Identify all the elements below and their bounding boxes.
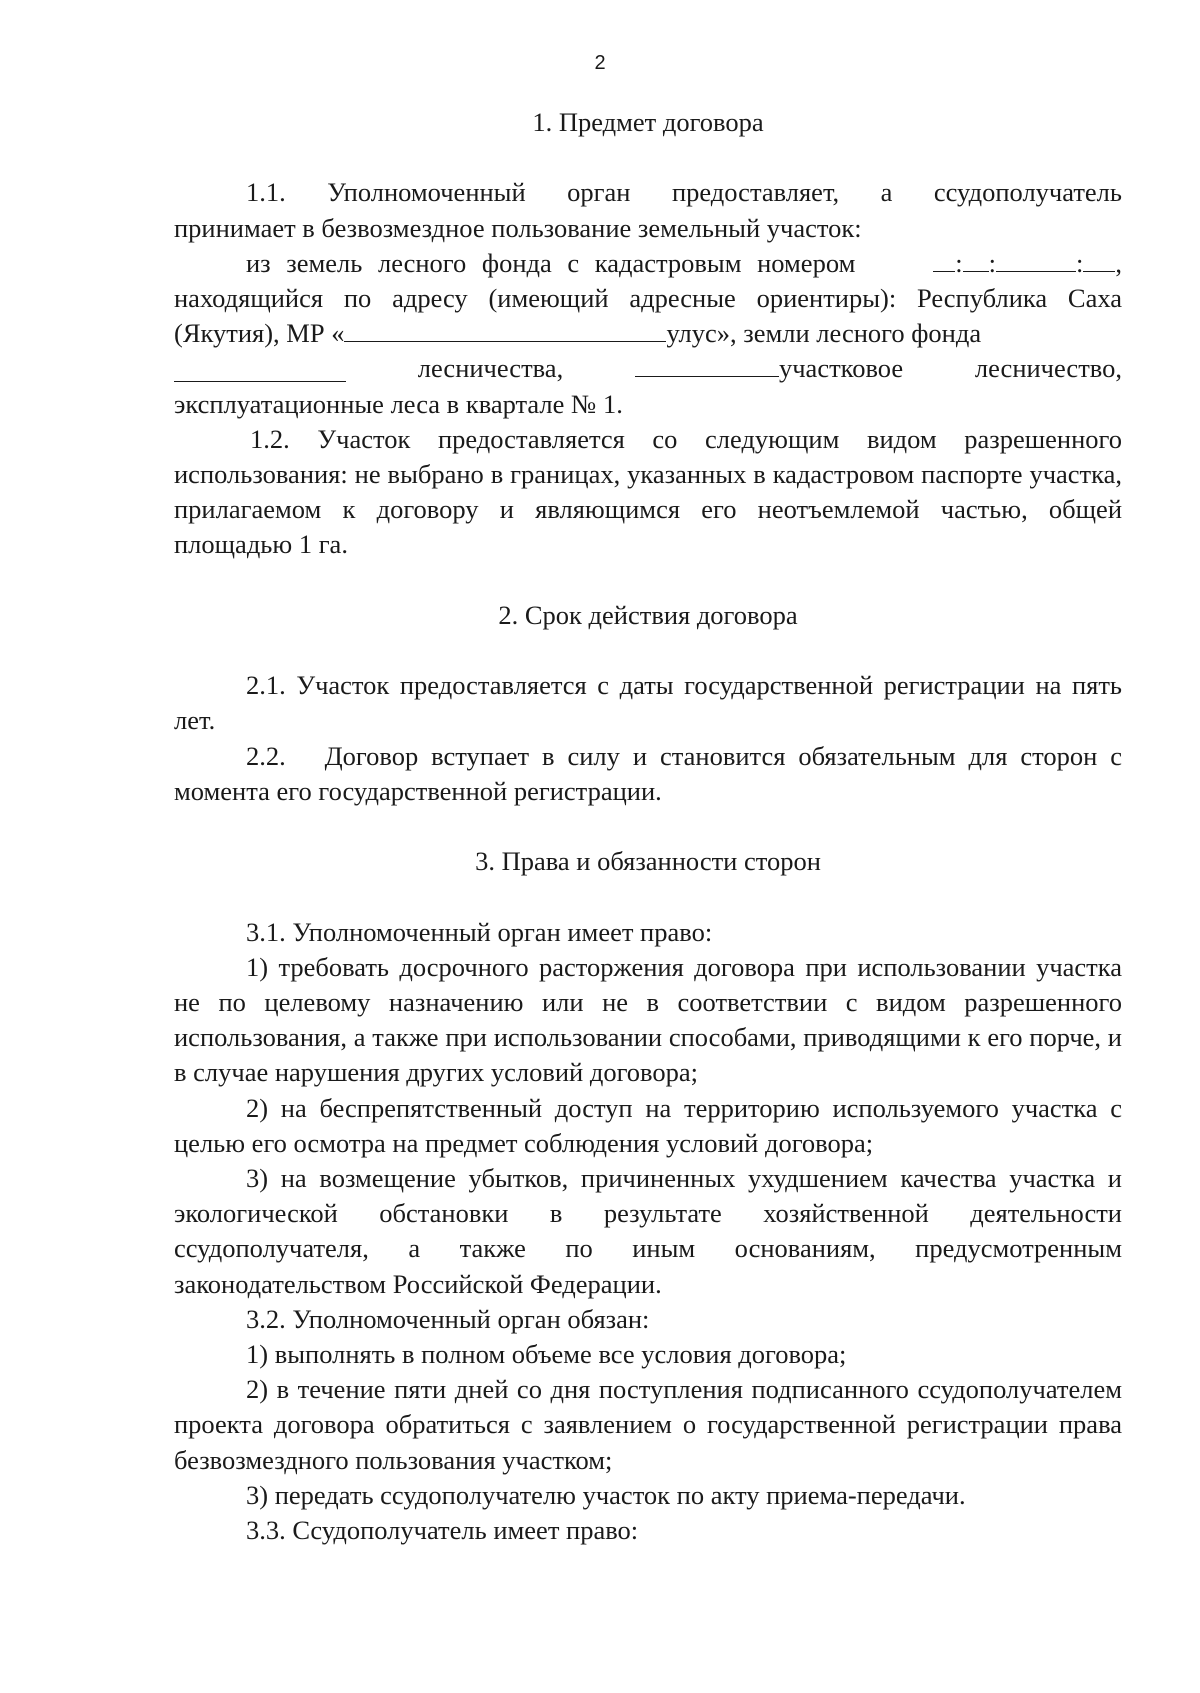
clause-3-2-3: 3) передать ссудополучателю участок по акту приема-передачи.	[246, 1479, 966, 1510]
section-title-2: 2. Срок действия договора	[498, 599, 798, 630]
cadastral-line	[174, 246, 1122, 281]
forestry-blank	[174, 357, 346, 382]
clause-1-1-line1: 1.1. Уполномоченный орган предоставляет, а ссудополучатель	[246, 177, 1122, 208]
cadastral-number-blank: : : : ,	[933, 246, 1122, 281]
clause-1-1-line2: принимает в безвозмездное пользование земельный участок:	[174, 212, 862, 243]
address-line4: эксплуатационные леса в квартале № 1.	[174, 388, 623, 419]
clause-1-2: 1.2. Участок предоставляется со следующим видом разрешенного использования: не выбрано в границах, указанных в кадастровом паспорте участка, прилагаемом к договору и являющимся его неотъемлемой частью, общей площадью 1 га.	[174, 423, 1122, 560]
clause-3-3: 3.3. Ссудополучатель имеет право:	[246, 1515, 639, 1546]
clause-3-1-2: 2) на беспрепятственный доступ на территорию используемого участка с целью его осмотра на предмет соблюдения условий договора;	[174, 1092, 1122, 1158]
ulus-blank	[344, 317, 666, 342]
clause-3-1: 3.1. Уполномоченный орган имеет право:	[246, 916, 713, 947]
section-title-3: 3. Права и обязанности сторон	[475, 846, 821, 877]
page-number: 2	[594, 52, 606, 74]
clause-3-2: 3.2. Уполномоченный орган обязан:	[246, 1303, 650, 1334]
address-line1: находящийся по адресу (имеющий адресные ориентиры): Республика Саха	[174, 283, 1122, 313]
cadastral-label: из земель лесного фонда с кадастровым номером	[246, 247, 856, 278]
clause-3-2-2: 2) в течение пяти дней со дня поступления подписанного ссудополучателем проекта договора обратиться с заявлением о государственной регистрации права безвозмездного пользования участком;	[174, 1374, 1122, 1475]
district-forestry-blank	[635, 352, 779, 377]
document-body	[174, 105, 1129, 1548]
address-line3: лесничества, участковое лесничество,	[174, 351, 1122, 386]
clause-3-1-1: 1) требовать досрочного расторжения договора при использовании участка не по целевому назначению или не в соответствии с видом разрешенного использования, а также при использовании способами, приводящими к его порче, и в случае нарушения других условий договора;	[174, 951, 1122, 1088]
clause-3-1-3: 3) на возмещение убытков, причиненных ухудшением качества участка и экологической обстановки в результате хозяйственной деятельности ссудополучателя, а также по иным основаниям, предусмотренным законодательством Российской Федерации.	[174, 1163, 1122, 1299]
section-title-1: 1. Предмет договора	[532, 107, 764, 137]
clause-2-2: 2.2. Договор вступает в силу и становится обязательным для сторон с момента его государственной регистрации.	[174, 740, 1129, 806]
address-line2: (Якутия), МР « улус», земли лесного фонда	[174, 318, 982, 349]
clause-2-1: 2.1. Участок предоставляется с даты государственной регистрации на пять лет.	[174, 670, 1122, 736]
clause-3-2-1: 1) выполнять в полном объеме все условия договора;	[246, 1339, 847, 1370]
